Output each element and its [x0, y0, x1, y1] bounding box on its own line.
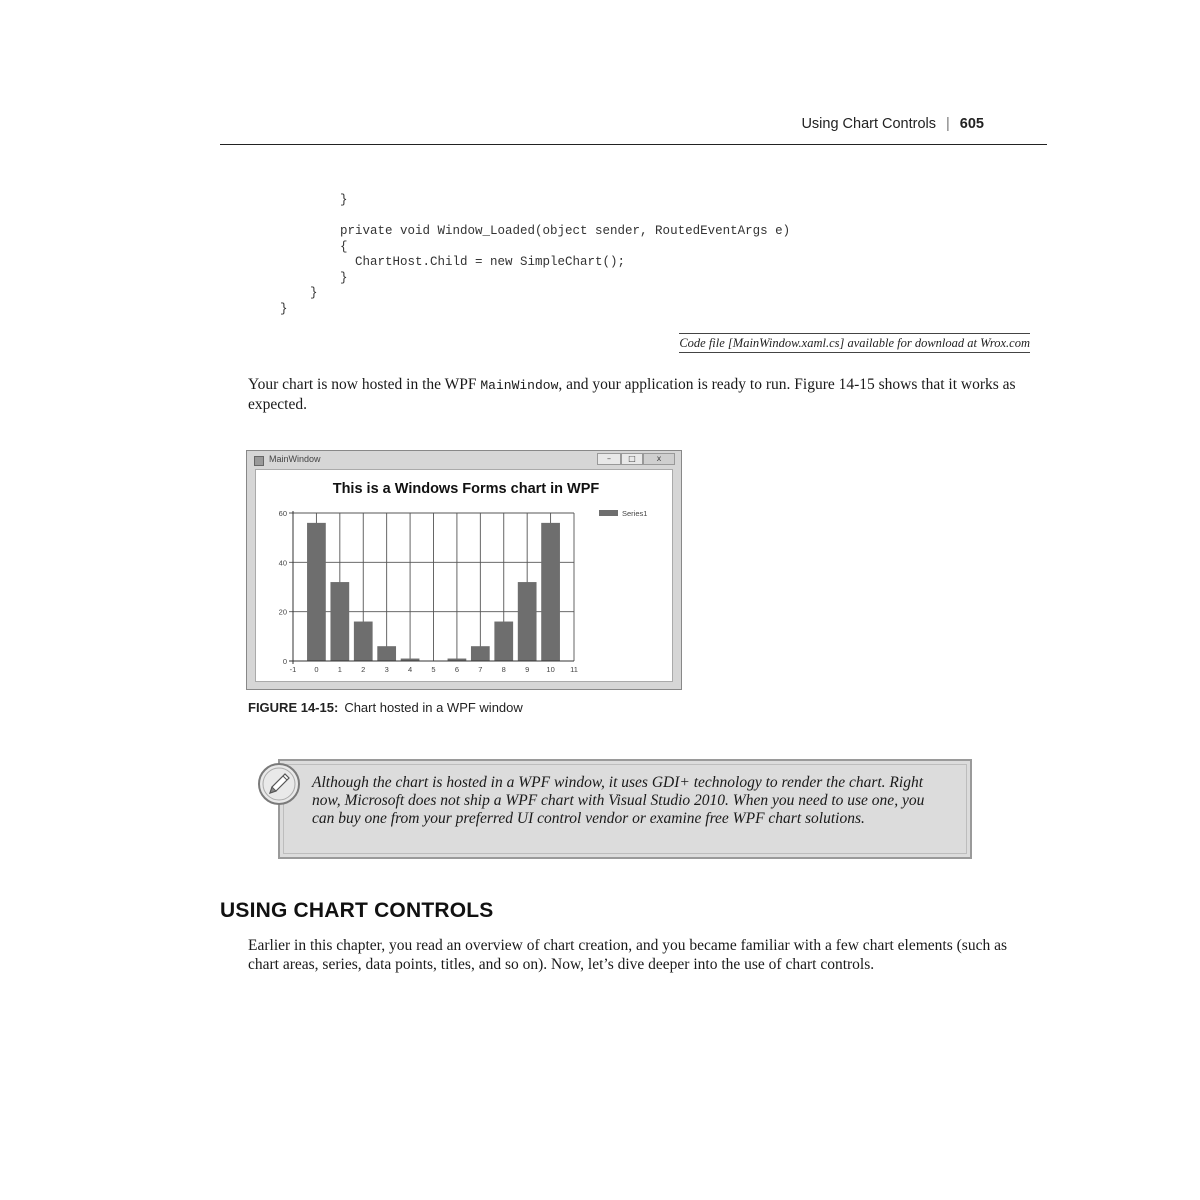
paragraph-text: , and your application is ready to run. Figure 14-15 shows that it works as expected. — [248, 376, 1016, 413]
pencil-icon — [256, 761, 302, 807]
bar — [471, 646, 490, 661]
y-tick-label: 60 — [278, 509, 287, 518]
bar — [307, 523, 326, 661]
bar — [354, 622, 373, 661]
code-line: } — [280, 270, 348, 285]
minimize-button[interactable]: – — [597, 453, 621, 465]
header-rule — [220, 144, 1047, 145]
x-tick-label: 3 — [384, 665, 389, 674]
y-tick-label: 0 — [282, 657, 287, 666]
chart-title: This is a Windows Forms chart in WPF — [332, 481, 600, 497]
bar — [494, 622, 513, 661]
x-tick-label: 0 — [314, 665, 319, 674]
figure-label: FIGURE 14-15: — [248, 700, 339, 715]
x-tick-label: 1 — [337, 665, 342, 674]
section-paragraph: Earlier in this chapter, you read an overview of chart creation, and you became familiar with a few chart elements (such as chart areas, series, data points, titles, and so on). Now, let’s dive deeper into the use of chart controls. — [248, 937, 1007, 973]
window-titlebar — [247, 451, 681, 469]
x-tick-label: 8 — [501, 665, 506, 674]
paragraph-text: Your chart is now hosted in the WPF — [248, 376, 481, 393]
y-tick-label: 40 — [278, 558, 287, 568]
y-tick-label: 20 — [278, 607, 287, 617]
running-title: Using Chart Controls — [801, 116, 937, 132]
note-text: Although the chart is hosted in a WPF window, it uses GDI+ technology to render the chart. Right now, Microsoft does not ship a WPF chart with Visual Studio 2010. When you need to use one, you can buy one from your preferred UI control vendor or examine free WPF chart solutions. — [312, 774, 925, 827]
legend-swatch — [599, 510, 618, 516]
code-file-caption: Code file [MainWindow.xaml.cs] available for download at Wrox.com — [679, 333, 1030, 353]
code-line: ChartHost.Child = new SimpleChart(); — [280, 255, 626, 269]
x-tick-label: 5 — [431, 665, 436, 674]
x-tick-label: -1 — [289, 665, 297, 674]
header-separator: | — [946, 116, 950, 132]
x-tick-label: 9 — [525, 665, 530, 674]
figure-caption — [248, 700, 523, 715]
x-tick-label: 11 — [570, 665, 578, 674]
bar — [377, 646, 396, 661]
x-tick-label: 10 — [546, 665, 555, 674]
figure-caption-text: Chart hosted in a WPF window — [344, 700, 523, 715]
running-header — [801, 116, 984, 132]
code-line: } — [280, 193, 348, 207]
intro-paragraph — [248, 375, 1038, 414]
code-line: } — [280, 301, 288, 316]
x-tick-label: 6 — [454, 665, 460, 674]
page-number: 605 — [959, 116, 984, 132]
bar — [541, 523, 560, 661]
x-tick-label: 7 — [478, 665, 483, 674]
inline-code: MainWindow — [480, 378, 559, 393]
bar — [330, 582, 349, 661]
section-heading: USING CHART CONTROLS — [220, 899, 494, 922]
bar-chart — [256, 470, 672, 681]
legend-label: Series1 — [622, 509, 648, 518]
maximize-button[interactable]: □ — [621, 453, 643, 465]
code-listing — [280, 193, 790, 317]
code-line: private void Window_Loaded(object sender, RoutedEventArgs e) — [280, 224, 791, 238]
code-line: { — [280, 239, 348, 254]
note-box — [278, 759, 972, 859]
code-line: } — [280, 286, 318, 300]
x-tick-label: 2 — [361, 665, 366, 674]
window-client-area — [255, 469, 673, 682]
window-icon — [254, 456, 264, 466]
window-title: MainWindow — [269, 454, 321, 464]
figure-window — [246, 450, 682, 690]
bar — [518, 582, 537, 661]
close-button[interactable]: x — [643, 453, 675, 465]
x-tick-label: 4 — [407, 665, 413, 674]
